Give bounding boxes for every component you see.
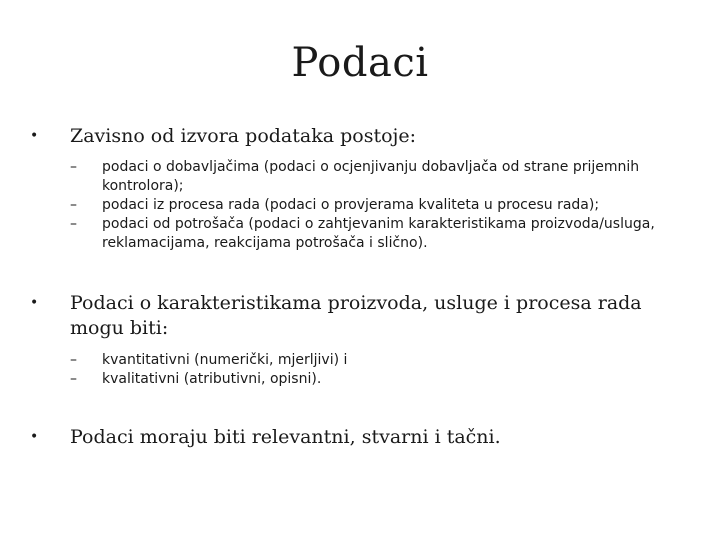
sub-list — [30, 351, 680, 389]
bullet-icon: • — [30, 429, 39, 445]
sub-item-text: podaci od potrošača (podaci o zahtjevanim karakteristikama proizvoda/usluga, reklamacijama, reakcijama potrošača i slično). — [102, 216, 655, 251]
bullet-icon: • — [30, 295, 39, 311]
slide-content — [30, 124, 680, 450]
sub-item — [30, 158, 680, 196]
slide-title: Podaci — [291, 40, 429, 86]
sub-item — [30, 351, 680, 370]
bullet-text: Zavisno od izvora podataka postoje: — [70, 125, 417, 147]
sub-item — [30, 215, 680, 253]
dash-icon: – — [70, 197, 77, 213]
sub-item-text: podaci iz procesa rada (podaci o provjerama kvaliteta u procesu rada); — [102, 197, 600, 213]
bullet-text: Podaci o karakteristikama proizvoda, usluge i procesa rada mogu biti: — [70, 292, 642, 339]
sub-list — [30, 158, 680, 253]
dash-icon: – — [70, 159, 77, 175]
sub-item — [30, 370, 680, 389]
dash-icon: – — [70, 216, 77, 232]
dash-icon: – — [70, 352, 77, 368]
sub-item-text: podaci o dobavljačima (podaci o ocjenjivanju dobavljača od strane prijemnih kontrolora); — [102, 159, 640, 194]
bullet-item — [30, 425, 680, 450]
bullet-item — [30, 124, 680, 149]
dash-icon: – — [70, 371, 77, 387]
sub-item-text: kvantitativni (numerički, mjerljivi) i — [102, 352, 348, 368]
bullet-item — [30, 291, 680, 341]
sub-item — [30, 196, 680, 215]
sub-item-text: kvalitativni (atributivni, opisni). — [102, 371, 322, 387]
bullet-icon: • — [30, 128, 39, 144]
bullet-text: Podaci moraju biti relevantni, stvarni i tačni. — [70, 426, 501, 448]
